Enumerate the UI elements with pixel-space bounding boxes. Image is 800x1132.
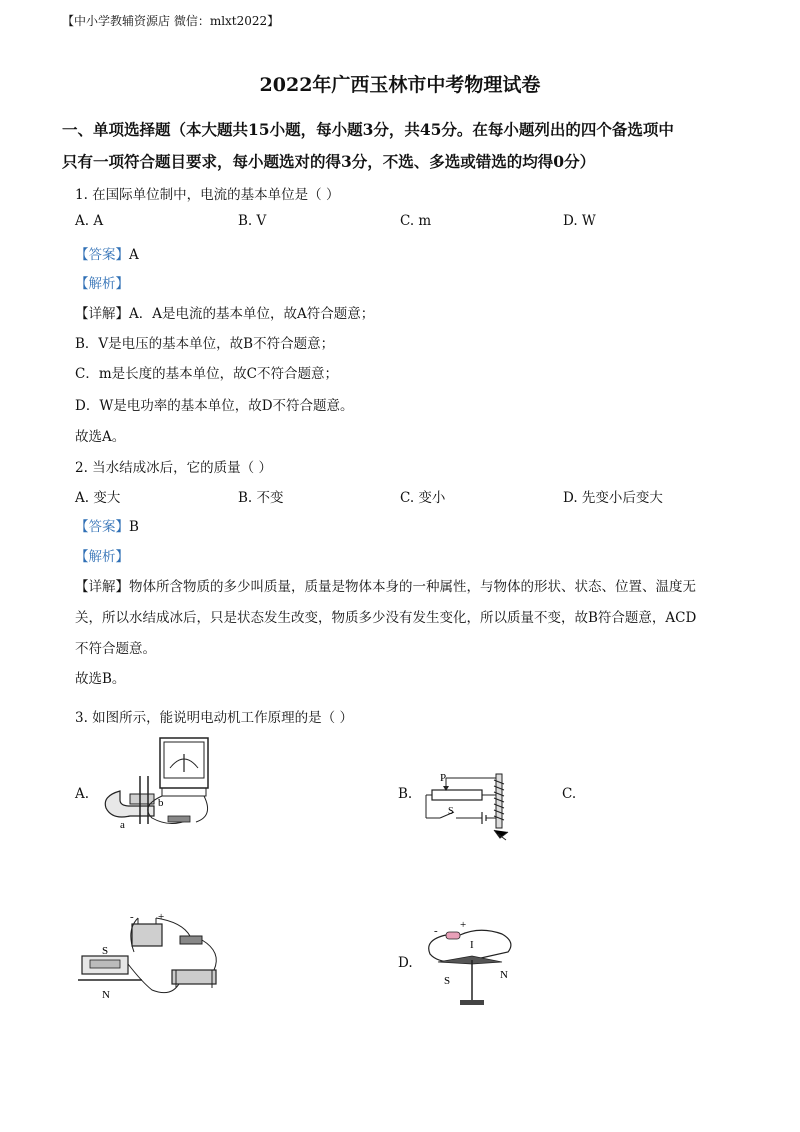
figure-d-label-plus: + bbox=[460, 919, 467, 931]
q1-detail-line-4: D．W是电功率的基本单位，故D不符合题意。 bbox=[75, 398, 354, 414]
q1-answer bbox=[75, 243, 139, 263]
q3-option-d-label: D. bbox=[398, 955, 413, 971]
q1-detail-line-1 bbox=[75, 302, 374, 322]
answer-tag: 【答案】 bbox=[75, 247, 129, 263]
header-note: 【中小学教辅资源店 微信：mlxt2022】 bbox=[62, 14, 280, 28]
q1-option-c: C. m bbox=[400, 213, 432, 229]
q2-detail-line-2: 关，所以水结成冰后，只是状态发生改变，物质多少没有发生变化，所以质量不变，故B符合题意，ACD bbox=[75, 610, 697, 626]
q1-analysis-tag: 【解析】 bbox=[75, 276, 129, 292]
answer-tag: 【答案】 bbox=[75, 519, 129, 535]
figure-b-label-p: P bbox=[440, 772, 447, 784]
detail-text: A．A是电流的基本单位，故A符合题意； bbox=[129, 306, 375, 322]
answer-value: A bbox=[129, 247, 139, 263]
q2-detail-line-1 bbox=[75, 575, 696, 595]
q1-option-a: A. A bbox=[75, 213, 104, 229]
q3-option-c-label: C. bbox=[562, 786, 577, 802]
detail-text: 物体所含物质的多少叫质量，质量是物体本身的一种属性，与物体的形状、状态、位置、温度无 bbox=[129, 579, 696, 595]
figure-c-motor-diagram bbox=[72, 912, 227, 1007]
figure-c-label-minus: - bbox=[130, 912, 134, 923]
figure-b-electromagnet-diagram bbox=[420, 770, 530, 845]
figure-d-label-minus: - bbox=[434, 925, 438, 937]
detail-tag: 【详解】 bbox=[75, 579, 129, 595]
q2-stem: 2. 当水结成冰后，它的质量（ ） bbox=[75, 460, 272, 476]
q2-option-c: C. 变小 bbox=[400, 490, 446, 506]
q1-option-b: B. V bbox=[238, 213, 267, 229]
q3-stem: 3. 如图所示，能说明电动机工作原理的是（ ） bbox=[75, 710, 353, 726]
q1-conclusion: 故选A。 bbox=[75, 429, 126, 445]
page-title: 2022年广西玉林市中考物理试卷 bbox=[259, 74, 541, 96]
detail-tag: 【详解】 bbox=[75, 306, 129, 322]
q3-option-b-label: B. bbox=[398, 786, 413, 802]
q1-stem: 1. 在国际单位制中，电流的基本单位是（ ） bbox=[75, 187, 340, 203]
figure-d-label-s: S bbox=[444, 975, 451, 987]
figure-a-label-a: a bbox=[120, 819, 125, 831]
figure-a-generator-diagram bbox=[100, 736, 215, 831]
q2-option-b: B. 不变 bbox=[238, 490, 284, 506]
q2-conclusion: 故选B。 bbox=[75, 671, 126, 687]
figure-c-label-n: N bbox=[102, 989, 110, 1001]
figure-c-label-plus: + bbox=[158, 912, 165, 923]
figure-a-label-b: b bbox=[158, 797, 164, 809]
q2-option-d: D. 先变小后变大 bbox=[563, 490, 663, 506]
figure-b-label-s: S bbox=[448, 806, 454, 817]
answer-value: B bbox=[129, 519, 139, 535]
q2-detail-line-3: 不符合题意。 bbox=[75, 641, 156, 657]
q1-option-d: D. W bbox=[563, 213, 596, 229]
figure-d-label-i: I bbox=[470, 939, 474, 951]
section-heading-line-1: 一、单项选择题（本大题共15小题，每小题3分，共45分。在每小题列出的四个备选项中 bbox=[62, 120, 674, 139]
figure-c-label-s: S bbox=[102, 945, 109, 957]
figure-d-oersted-diagram bbox=[420, 918, 520, 1008]
figure-d-label-n: N bbox=[500, 969, 508, 981]
q2-analysis-tag: 【解析】 bbox=[75, 549, 129, 565]
section-heading-line-2: 只有一项符合题目要求，每小题选对的得3分，不选、多选或错选的均得0分） bbox=[62, 152, 596, 171]
q3-option-a-label: A. bbox=[75, 786, 90, 802]
q2-answer bbox=[75, 515, 139, 535]
q1-detail-line-2: B．V是电压的基本单位，故B不符合题意； bbox=[75, 336, 335, 352]
q1-detail-line-3: C．m是长度的基本单位，故C不符合题意； bbox=[75, 366, 338, 382]
q2-option-a: A. 变大 bbox=[75, 490, 121, 506]
